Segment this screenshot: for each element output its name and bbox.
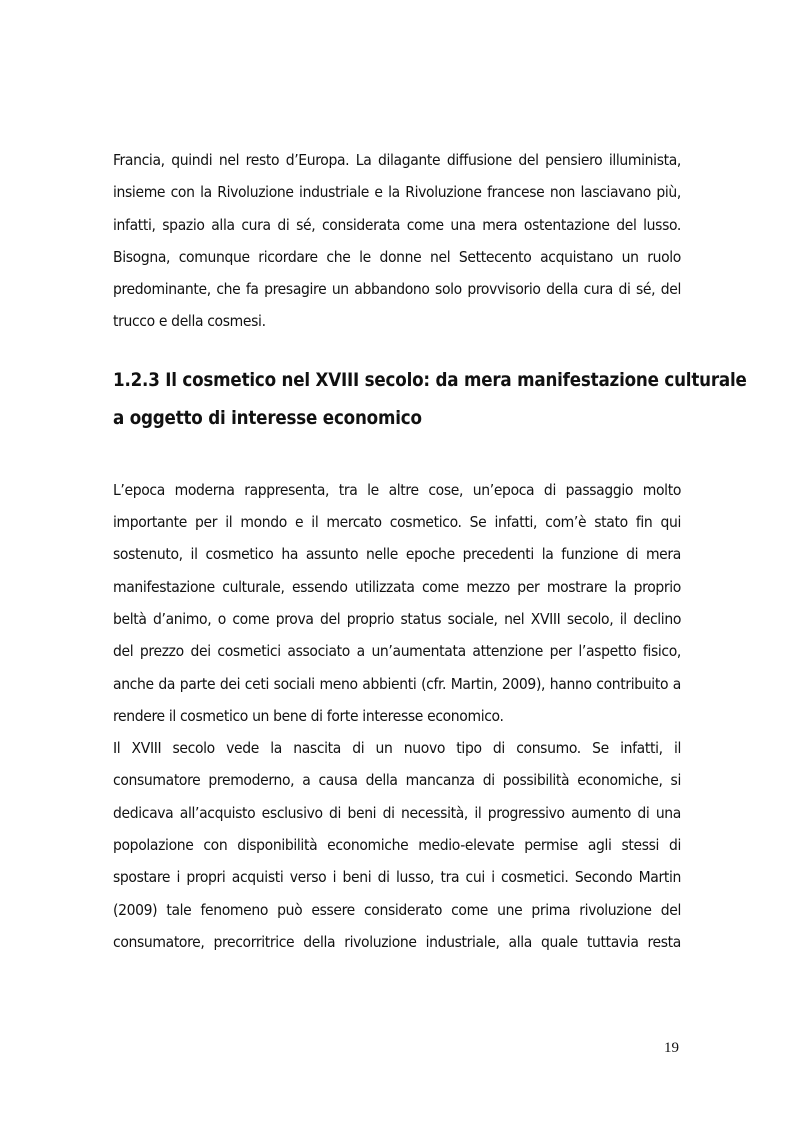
text-line: predominante, che fa presagire un abbandono solo provvisorio della cura di sé, del xyxy=(113,280,681,299)
text-line: anche da parte dei ceti sociali meno abbienti (cfr. Martin, 2009), hanno contribuito a xyxy=(113,674,681,693)
text-line: Il XVIII secolo vede la nascita di un nuovo tipo di consumo. Se infatti, il xyxy=(113,739,681,758)
text-line: beltà d’animo, o come prova del proprio status sociale, nel XVIII secolo, il declino xyxy=(113,609,681,628)
page-number: 19 xyxy=(664,1040,679,1056)
section-heading xyxy=(113,362,747,438)
paragraph-2 xyxy=(113,474,681,732)
text-line: consumatore premoderno, a causa della mancanza di possibilità economiche, si xyxy=(113,771,681,790)
text-line: sostenuto, il cosmetico ha assunto nelle epoche precedenti la funzione di mera xyxy=(113,545,681,564)
text-line: Francia, quindi nel resto d’Europa. La dilagante diffusione del pensiero illuminista, xyxy=(113,151,681,169)
text-line: rendere il cosmetico un bene di forte interesse economico. xyxy=(113,706,504,725)
text-line: spostare i propri acquisti verso i beni di lusso, tra cui i cosmetici. Secondo Martin xyxy=(113,868,681,887)
text-line: popolazione con disponibilità economiche medio-elevate permise agli stessi di xyxy=(113,836,681,855)
paragraph-1 xyxy=(113,144,681,338)
text-line: manifestazione culturale, essendo utilizzata come mezzo per mostrare la proprio xyxy=(113,577,681,596)
text-line: del prezzo dei cosmetici associato a un’aumentata attenzione per l’aspetto fisico, xyxy=(113,642,681,661)
text-line: consumatore, precorritrice della rivoluzione industriale, alla quale tuttavia resta xyxy=(113,932,681,951)
heading-line: 1.2.3 Il cosmetico nel XVIII secolo: da mera manifestazione culturale xyxy=(113,369,747,391)
paragraph-3 xyxy=(113,732,681,958)
text-line: Bisogna, comunque ricordare che le donne nel Settecento acquistano un ruolo xyxy=(113,247,681,266)
text-line: importante per il mondo e il mercato cosmetico. Se infatti, com’è stato fin qui xyxy=(113,513,681,532)
text-line: insieme con la Rivoluzione industriale e la Rivoluzione francese non lasciavano più, xyxy=(113,183,681,202)
text-line: dedicava all’acquisto esclusivo di beni di necessità, il progressivo aumento di una xyxy=(113,803,681,822)
text-line: L’epoca moderna rappresenta, tra le altre cose, un’epoca di passaggio molto xyxy=(113,480,681,499)
page-body xyxy=(113,144,747,958)
text-line: trucco e della cosmesi. xyxy=(113,312,266,331)
heading-line: a oggetto di interesse economico xyxy=(113,407,422,429)
text-line: infatti, spazio alla cura di sé, considerata come una mera ostentazione del lusso. xyxy=(113,215,681,234)
text-line: (2009) tale fenomeno può essere considerato come une prima rivoluzione del xyxy=(113,900,681,919)
